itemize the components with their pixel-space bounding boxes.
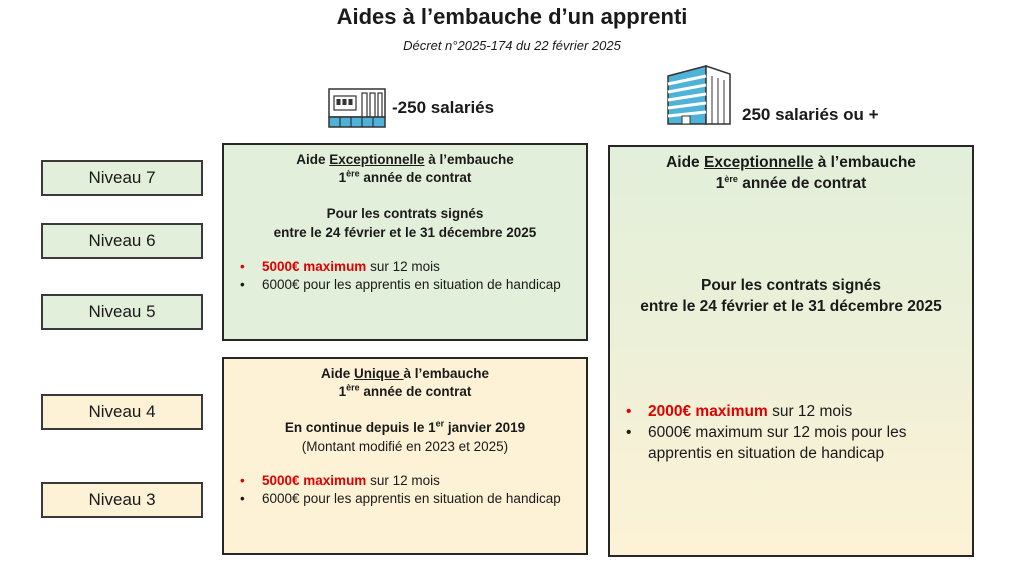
level-4-label: Niveau 4 bbox=[41, 394, 203, 430]
level-3-label: Niveau 3 bbox=[41, 482, 203, 518]
signed-period-line2: entre le 24 février et le 31 décembre 2025 bbox=[273, 224, 537, 240]
column-header-small-companies bbox=[328, 88, 494, 128]
level-5-label: Niveau 5 bbox=[41, 294, 203, 330]
column-label-large: 250 salariés ou + bbox=[742, 105, 879, 124]
small-building-icon bbox=[328, 88, 386, 128]
column-label-small: -250 salariés bbox=[392, 98, 495, 117]
contract-year: 1ère année de contrat bbox=[715, 173, 867, 192]
level-6-label: Niveau 6 bbox=[41, 223, 203, 259]
unique-aid-small-box bbox=[222, 357, 588, 555]
signed-period-line1: Pour les contrats signés bbox=[700, 276, 882, 294]
exceptional-aid-title: Aide Exceptionnelle à l’embauche bbox=[296, 152, 514, 167]
aid-amount-list bbox=[232, 258, 578, 294]
level-7-label: Niveau 7 bbox=[41, 160, 203, 196]
list-item: • 5000€ maximum sur 12 mois bbox=[240, 472, 440, 488]
list-item: • 6000€ pour les apprentis en situation de handicap bbox=[240, 491, 561, 507]
list-item: • 6000€ maximum sur 12 mois pour les apprentis en situation de handicap bbox=[626, 423, 907, 462]
list-item: • 5000€ maximum sur 12 mois bbox=[240, 258, 440, 274]
column-header-large-companies bbox=[666, 62, 879, 126]
amount-modified-note: (Montant modifié en 2023 et 2025) bbox=[301, 438, 509, 454]
page-title: Aides à l’embauche d’un apprenti bbox=[336, 4, 688, 29]
contract-year: 1ère année de contrat bbox=[338, 382, 472, 400]
aid-amount-list bbox=[618, 402, 964, 465]
office-tower-icon bbox=[666, 62, 732, 126]
unique-aid-title: Aide Unique à l’embauche bbox=[320, 366, 490, 381]
signed-period-line1: Pour les contrats signés bbox=[326, 206, 484, 222]
list-item: • 2000€ maximum sur 12 mois bbox=[626, 402, 853, 420]
exceptional-aid-small-box bbox=[222, 143, 588, 341]
decree-reference: Décret n°2025-174 du 22 février 2025 bbox=[403, 38, 621, 53]
exceptional-aid-large-box bbox=[608, 145, 974, 557]
signed-period-line2: entre le 24 février et le 31 décembre 2025 bbox=[640, 297, 942, 315]
contract-year: 1ère année de contrat bbox=[338, 168, 472, 186]
continuous-since-line: En continue depuis le 1er janvier 2019 bbox=[284, 418, 526, 436]
exceptional-aid-title: Aide Exceptionnelle à l’embauche bbox=[666, 154, 916, 171]
aid-amount-list bbox=[232, 472, 578, 508]
list-item: • 6000€ pour les apprentis en situation de handicap bbox=[240, 277, 561, 293]
